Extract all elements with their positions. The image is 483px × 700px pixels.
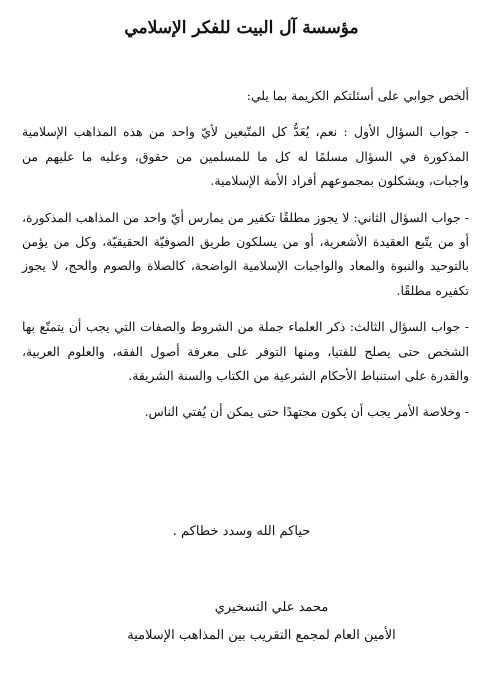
signatory-name: محمد علي التسخيري (214, 600, 329, 615)
intro-paragraph: ألخص جوابي على أسئلتكم الكريمة بما يلي: (246, 88, 469, 103)
answer-3-paragraph: - جواب السؤال الثالث: ذكر العلماء جملة من الشروط والصفات التي يجب أن يتمتّع بها الشخص حتى يصلح للفتيا، ومنها التوفر على معرفة أصول الفقه، والعلوم العربية، والقدرة على استنباط الأحكام الشرعية من الكتاب والسنة الشريفة. (22, 319, 469, 384)
answer-2-paragraph: - جواب السؤال الثاني: لا يجوز مطلقًا تكفير من يمارس أيّ واحد من المذاهب المذكورة، أو من يتّبع العقيدة الأشعرية، أو من يسلكون طريق الصوفيّة الحقيقيّة، وكل من يؤمن بالتوحيد والنبوة والمعاد والواجبات الإسلامية الواضحة، كالصلاة والصوم والحج، لا يجوز تكفيره مطلقًا. (22, 209, 469, 298)
conclusion-paragraph: - وخلاصة الأمر يجب أن يكون مجتهدًا حتى يمكن أن يُفتي الناس. (144, 404, 469, 420)
answer-1-paragraph: - جواب السؤال الأول : نعم، يُعَدُّ كل المتّبعين لأيّ واحد من هذه المذاهب الإسلامية المذكورة في السؤال مسلمًا له كل ما للمسلمين من حقوق، وعليه ما عليهم من واجبات، ويشكلون بمجموعهم أفراد الأمة الإسلامية. (22, 124, 469, 189)
letterhead-title: مؤسسة آل البيت للفكر الإسلامي (124, 18, 359, 38)
letter-body (22, 84, 469, 437)
signatory-title: الأمين العام لمجمع التقريب بين المذاهب الإسلامية (127, 628, 396, 643)
closing-line: حياكم الله وسدد خطاكم . (172, 524, 311, 539)
